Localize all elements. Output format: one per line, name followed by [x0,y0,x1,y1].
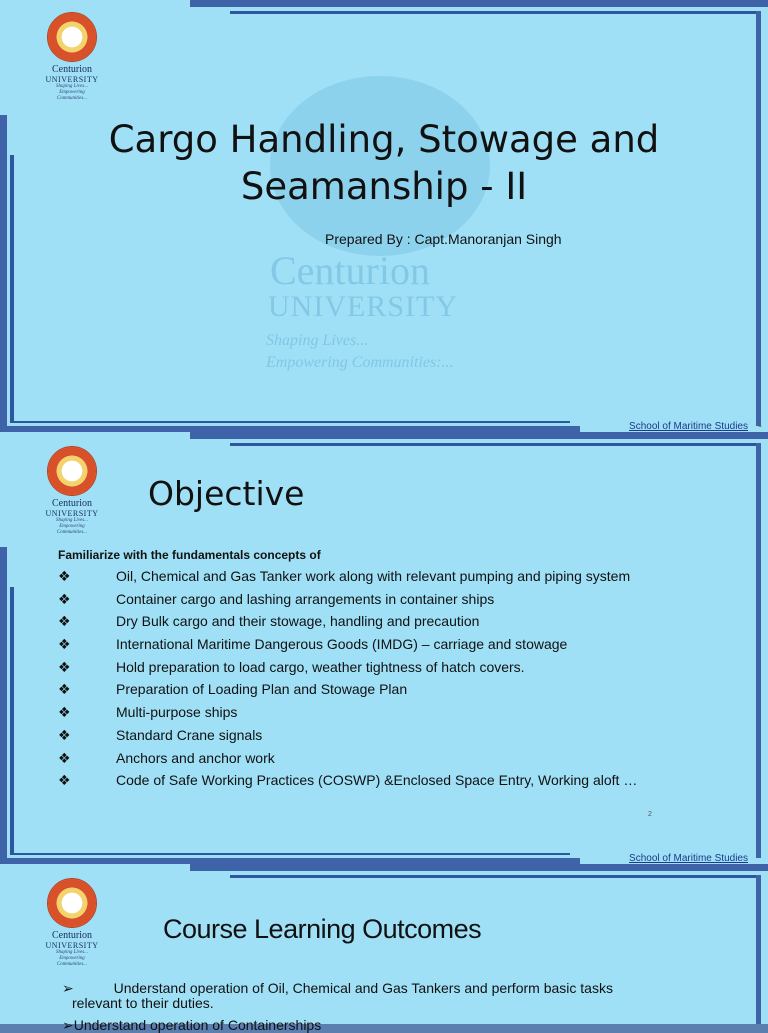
frame-bar-right [756,11,761,426]
list-item: ❖ Anchors and anchor work [58,749,275,766]
list-item: ❖ Multi-purpose ships [58,704,238,721]
page-number: 2 [648,811,652,818]
frame-bar-top [190,0,768,7]
frame-bar-left [0,115,7,432]
logo-tagline-2: Empowering Communities... [56,956,88,967]
logo-university: UNIVERSITY [45,509,99,518]
frame-bar-right [756,443,761,858]
diamond-bullet-icon: ❖ [58,613,71,630]
frame-bar-right [756,875,761,1024]
university-logo [44,878,100,968]
logo-tagline-2: Empowering Communities... [56,90,88,101]
frame-bar-top [190,432,768,439]
objective-intro: Familiarize with the fundamentals concepts of [58,548,321,562]
diamond-bullet-icon: ❖ [58,726,71,743]
university-seal-icon [47,446,97,496]
diamond-bullet-icon: ❖ [58,590,71,607]
list-item: ❖ Oil, Chemical and Gas Tanker work along with relevant pumping and piping system [58,568,631,584]
logo-university: UNIVERSITY [45,75,99,84]
frame-bar-bottom-inner [10,853,570,855]
frame-bar-bottom-inner [10,421,570,423]
university-logo [44,12,100,102]
frame-bar-left [0,547,7,864]
list-item: ❖ Preparation of Loading Plan and Stowage Plan [58,681,408,698]
title-line-1: Cargo Handling, Stowage and [108,118,660,161]
frame-bar-top-inner [230,443,756,446]
frame-bar-top-inner [230,11,756,14]
diamond-bullet-icon: ❖ [58,749,71,766]
frame-bar-left-inner [10,587,14,853]
slide-title [0,0,768,432]
logo-name: Centurion [52,498,92,509]
objective-title: Objective [148,474,305,513]
list-item: ❖ Hold preparation to load cargo, weather tightness of hatch covers. [58,658,525,675]
list-item: ❖ Dry Bulk cargo and their stowage, handling and precaution [58,613,480,630]
arrow-bullet-icon: ➢ [62,980,74,996]
diamond-bullet-icon: ❖ [58,772,71,789]
logo-tagline-1: Shaping Lives... [56,84,88,89]
watermark-name: Centurion [270,248,430,293]
diamond-bullet-icon: ❖ [58,636,71,653]
list-item: ❖ Code of Safe Working Practices (COSWP) &Enclosed Space Entry, Working aloft … [58,772,638,789]
objective-list [58,568,637,795]
logo-name: Centurion [52,64,92,75]
outcomes-title: Course Learning Outcomes [163,914,482,944]
logo-name: Centurion [52,930,92,941]
slide-footer: School of Maritime Studies [629,853,748,864]
list-item: ❖ International Maritime Dangerous Goods (IMDG) – carriage and stowage [58,636,568,653]
frame-bar-top-inner [230,875,756,878]
slide-objective [0,432,768,864]
page-number: 1 [758,422,762,429]
diamond-bullet-icon: ❖ [58,658,71,675]
logo-university: UNIVERSITY [45,941,99,950]
arrow-bullet-icon: ➢ [62,1017,74,1033]
title-line-2: Seamanship - II [240,165,528,208]
watermark-tagline-1: Shaping Lives... [266,332,369,349]
slide-title-heading [60,116,708,210]
watermark-university: UNIVERSITY [268,290,458,323]
list-item: ➢ Understand operation of Oil, Chemical and Gas Tankers and perform basic tasks relevant to their duties. [62,980,613,1011]
slide-course-outcomes [0,864,768,1033]
prepared-by: Prepared By : Capt.Manoranjan Singh [325,231,562,247]
university-seal-icon [47,878,97,928]
list-item: ➢Understand operation of Containerships [62,1017,322,1033]
list-item: ❖ Standard Crane signals [58,726,263,743]
diamond-bullet-icon: ❖ [58,681,71,698]
logo-tagline-1: Shaping Lives... [56,518,88,523]
university-seal-icon [47,12,97,62]
diamond-bullet-icon: ❖ [58,568,71,584]
university-logo [44,446,100,536]
slide-footer: School of Maritime Studies [629,421,748,432]
frame-bar-top [190,864,768,871]
frame-bar-left-inner [10,155,14,421]
logo-tagline-1: Shaping Lives... [56,950,88,955]
diamond-bullet-icon: ❖ [58,704,71,721]
watermark-tagline-2: Empowering Communities:... [266,354,454,371]
logo-tagline-2: Empowering Communities... [56,524,88,535]
list-item: ❖ Container cargo and lashing arrangements in container ships [58,590,495,607]
